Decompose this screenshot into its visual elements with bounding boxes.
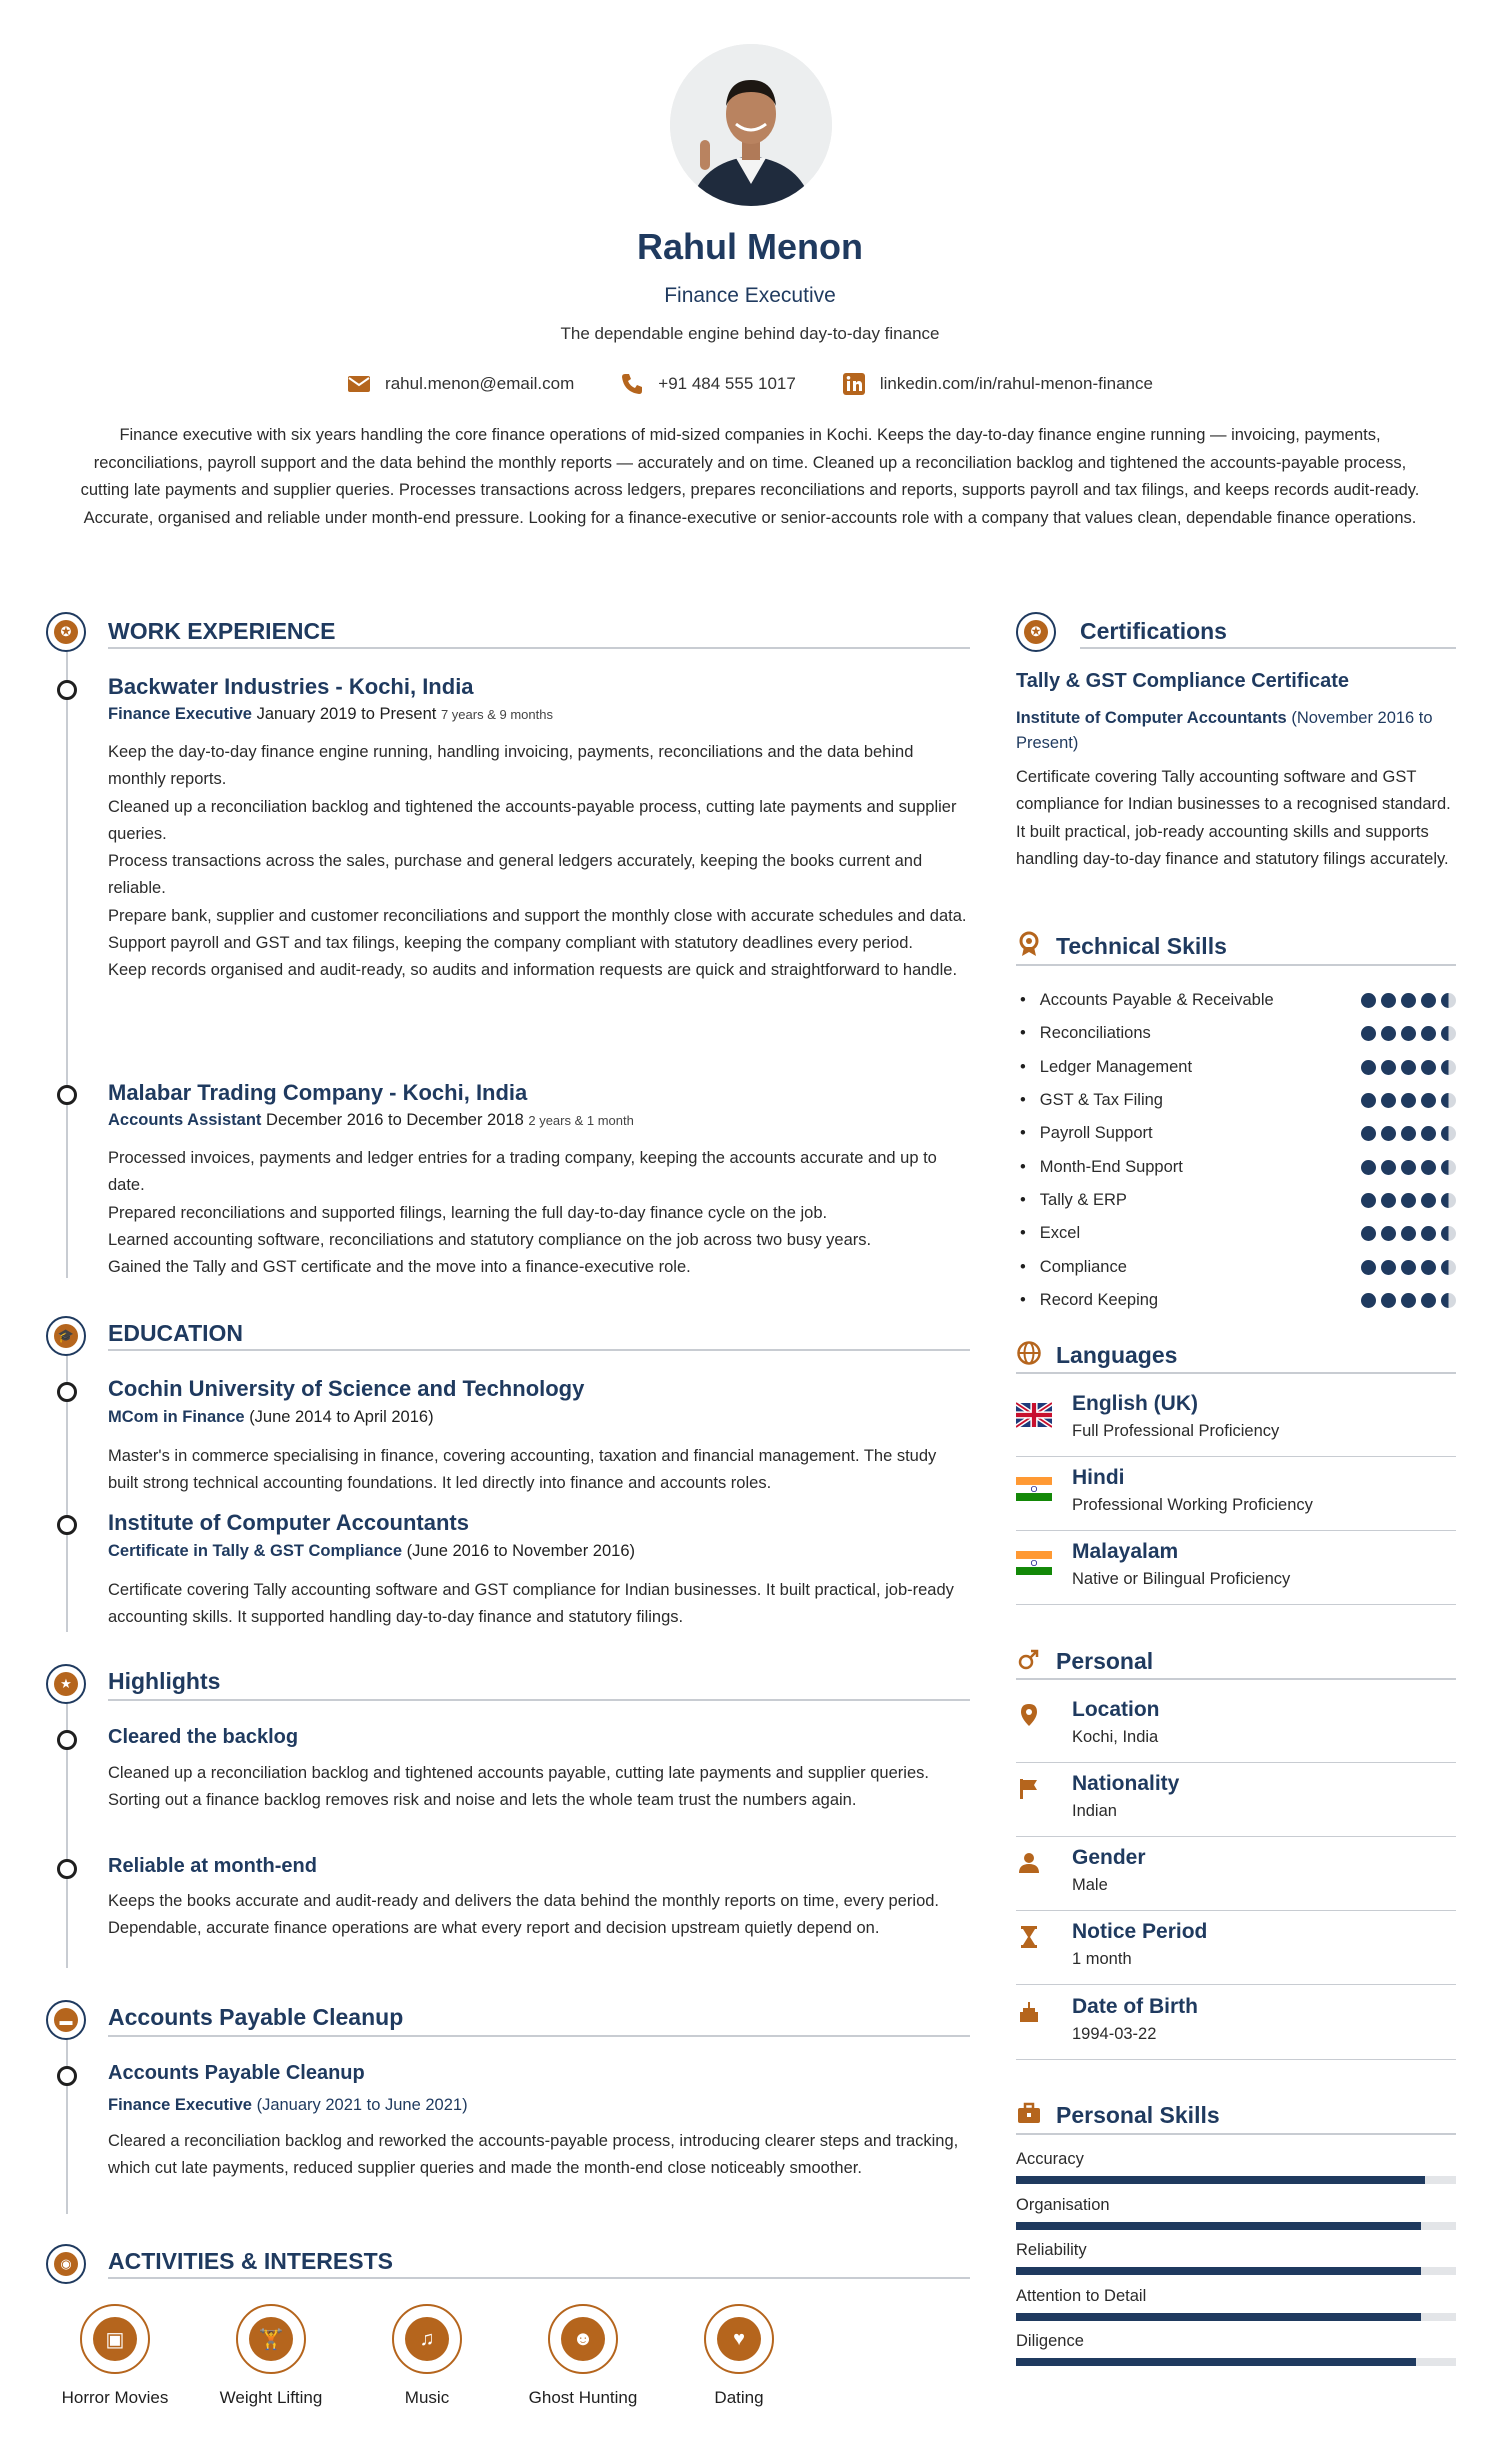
personal-value: 1 month [1072,1950,1132,1968]
rating-dot [1381,1160,1396,1175]
activity-label: Ghost Hunting [528,2388,638,2407]
technical-skill-label: • Tally & ERP [1020,1191,1127,1210]
personal-value: Kochi, India [1072,1728,1159,1746]
globe-icon [1016,1340,1042,1366]
movie-icon: ▣ [93,2317,137,2361]
personal-divider [1016,1836,1456,1837]
rating-dot [1441,1160,1456,1175]
rating-dot [1401,1160,1416,1175]
project-section-icon [46,2000,86,2040]
cert-org: Institute of Computer Accountants [1016,709,1287,727]
rating-dot [1381,1060,1396,1075]
personal-label: Nationality [1072,1772,1180,1795]
personal-divider [1016,1984,1456,1985]
project-dates: (January 2021 to June 2021) [256,2096,468,2114]
cake-icon [1016,1999,1042,2025]
ghost-icon: ☻ [561,2317,605,2361]
timeline-line [66,650,68,1278]
work-heading: WORK EXPERIENCE [108,618,336,644]
india-flag [1016,1476,1052,1502]
activity-badge [548,2304,618,2374]
languages-heading: Languages [1056,1342,1178,1368]
timeline-line [66,2038,68,2214]
personal-value: 1994-03-22 [1072,2025,1157,2043]
personal-skill-label: Diligence [1016,2332,1084,2350]
language-divider [1016,1530,1456,1531]
personal-skill-label: Accuracy [1016,2150,1084,2168]
rating-dot [1401,1226,1416,1241]
rating-dot [1421,1226,1436,1241]
highlight-2-desc: Keeps the books accurate and audit-ready and delivers the data behind the monthly reports on time, every period. Dependable, accurate finance operations are what every report and decision upstream quietly depend on. [108,1892,940,1938]
edu-2-degree: Certificate in Tally & GST Compliance [108,1542,403,1560]
personal-rule [1016,1678,1456,1680]
skill-rating [1361,993,1456,1008]
personal-divider [1016,2059,1456,2060]
project-title: Accounts Payable Cleanup [108,2062,365,2084]
rating-dot [1381,1126,1396,1141]
email-contact[interactable] [347,372,574,396]
rating-dot [1421,1026,1436,1041]
language-name: Hindi [1072,1466,1125,1489]
job-1-title: Backwater Industries - Kochi, India [108,674,474,699]
job-1-dot [57,680,77,700]
music-icon: ♫ [405,2317,449,2361]
skill-bar-track [1016,2358,1456,2366]
skill-bar-fill [1016,2358,1416,2366]
technical-skill-row [1020,1084,1460,1117]
certifications-heading: Certifications [1080,618,1227,644]
job-1-bullet: Process transactions across the sales, purchase and general ledgers accurately, keeping the books current and reliable. [108,852,923,898]
activities-heading: ACTIVITIES & INTERESTS [108,2248,393,2274]
activity-item [204,2304,338,2408]
language-name: English (UK) [1072,1392,1198,1415]
highlights-rule [108,1699,970,1701]
highlight-2-dot [57,1859,77,1879]
technical-skill-row [1020,1284,1460,1317]
rating-dot [1421,1093,1436,1108]
work-section-icon [46,612,86,652]
skill-bar-track [1016,2267,1456,2275]
rating-dot [1421,1126,1436,1141]
highlight-1-title: Cleared the backlog [108,1726,299,1748]
rating-dot [1361,1260,1376,1275]
skill-rating [1361,1293,1456,1308]
rating-dot [1401,993,1416,1008]
job-2-duration: 2 years & 1 month [528,1113,634,1128]
technical-skill-label: • Month-End Support [1020,1158,1183,1177]
skill-rating [1361,1093,1456,1108]
personal-skills-heading: Personal Skills [1056,2102,1220,2128]
technical-skill-row [1020,1184,1460,1217]
skill-rating [1361,1126,1456,1141]
rating-dot [1401,1126,1416,1141]
rating-dot [1361,1226,1376,1241]
rating-dot [1441,1293,1456,1308]
highlights-heading: Highlights [108,1668,221,1694]
education-section-icon [46,1316,86,1356]
rating-dot [1401,1260,1416,1275]
edu-1-dot [57,1382,77,1402]
job-1-bullet: Support payroll and GST and tax filings, keeping the company compliant with statutory deadlines every period. [108,934,913,953]
linkedin-contact[interactable] [842,372,1153,396]
rating-dot [1441,1226,1456,1241]
personal-skill-row [1016,2196,1456,2242]
edu-2-desc: Certificate covering Tally accounting software and GST compliance for Indian businesses. It built practical, job-ready accounting skills. It supported handling day-to-day finance and statutory filings. [108,1581,954,1627]
activity-badge [80,2304,150,2374]
technical-skill-row [1020,1051,1460,1084]
rating-dot [1421,1060,1436,1075]
job-2-bullet: Processed invoices, payments and ledger entries for a trading company, keeping the accounts accurate and up to date. [108,1149,937,1195]
personal-skills-rule [1016,2133,1456,2135]
rating-dot [1361,1293,1376,1308]
rating-dot [1441,993,1456,1008]
certifications-section-icon [1016,612,1056,652]
activity-label: Dating [714,2388,764,2407]
edu-2-dot [57,1515,77,1535]
dating-icon: ♥ [717,2317,761,2361]
rating-dot [1421,993,1436,1008]
rating-dot [1381,1093,1396,1108]
candidate-name: Rahul Menon [637,226,863,267]
job-2-bullet: Prepared reconciliations and supported filings, learning the full day-to-day finance cycle on the job. [108,1203,828,1222]
certifications-rule [1080,647,1456,649]
phone-text[interactable]: +91 484 555 1017 [658,374,796,393]
phone-contact[interactable] [620,372,796,396]
technical-skill-row [1020,1250,1460,1283]
skill-bar-track [1016,2176,1456,2184]
rating-dot [1441,1093,1456,1108]
star-icon: ★ [54,1672,78,1696]
badge-icon: ✪ [54,620,78,644]
technical-skill-label: • Record Keeping [1020,1291,1158,1310]
technical-skill-label: • Excel [1020,1224,1080,1243]
cert-title: Tally & GST Compliance Certificate [1016,670,1350,692]
technical-skill-label: • Compliance [1020,1258,1127,1277]
edu-1-school: Cochin University of Science and Technology [108,1376,585,1401]
skill-bar-fill [1016,2313,1421,2321]
language-level: Full Professional Proficiency [1072,1422,1280,1440]
project-rule [108,2035,970,2037]
flag-icon [1016,1776,1042,1802]
rating-dot [1381,1226,1396,1241]
edu-1-desc: Master's in commerce specialising in finance, covering accounting, taxation and financial management. The study built strong technical accounting foundations. It led directly into finance and accounts roles. [108,1447,937,1493]
cert-dates: (November 2016 to Present) [1016,709,1433,752]
work-rule [108,647,970,649]
hourglass-icon [1016,1924,1042,1950]
activity-item [360,2304,494,2408]
rating-dot [1401,1026,1416,1041]
job-1-bullet: Cleaned up a reconciliation backlog and tightened the accounts-payable process, cutting late payments and supplier queries. [108,797,957,843]
india-flag [1016,1550,1052,1576]
award-icon [1016,931,1042,957]
technical-skill-label: • Payroll Support [1020,1124,1153,1143]
project-role: Finance Executive [108,2096,252,2114]
technical-skills-heading: Technical Skills [1056,933,1227,959]
activity-item [48,2304,182,2408]
email-icon [347,372,371,396]
activity-label: Horror Movies [61,2388,169,2407]
activities-list [48,2304,806,2408]
skill-rating [1361,1160,1456,1175]
badge-icon: ✪ [1024,620,1048,644]
technical-skill-label: • Ledger Management [1020,1058,1192,1077]
edu-2-meta [108,1542,635,1561]
activity-item [516,2304,650,2408]
rating-dot [1361,1093,1376,1108]
rating-dot [1381,993,1396,1008]
job-1-meta [108,705,553,724]
language-divider [1016,1604,1456,1605]
rating-dot [1401,1193,1416,1208]
job-2-bullets [108,1145,970,1281]
rating-dot [1361,1193,1376,1208]
technical-skills-list [1020,984,1460,1317]
language-name: Malayalam [1072,1540,1179,1563]
education-heading: EDUCATION [108,1320,244,1346]
linkedin-icon [842,372,866,396]
technical-skill-row [1020,1117,1460,1150]
activity-badge [392,2304,462,2374]
rating-dot [1381,1026,1396,1041]
rating-dot [1441,1260,1456,1275]
personal-skill-row [1016,2150,1456,2196]
tagline: The dependable engine behind day-to-day finance [560,324,940,343]
uk-flag [1016,1402,1052,1428]
rating-dot [1381,1193,1396,1208]
technical-skill-label: • GST & Tax Filing [1020,1091,1163,1110]
briefcase-icon [1016,2100,1042,2126]
personal-skill-row [1016,2332,1456,2378]
weightlifting-icon: 🏋 [249,2317,293,2361]
skill-bar-track [1016,2222,1456,2230]
job-2-bullet: Learned accounting software, reconciliations and statutory compliance on the job across two busy years. [108,1230,872,1249]
cert-desc: Certificate covering Tally accounting software and GST compliance for Indian businesses to a recognised standard. It built practical, job-ready accounting skills and supports handling day-to-day finance and statutory filings accurately. [1016,768,1451,868]
personal-divider [1016,1762,1456,1763]
technical-skill-label: • Accounts Payable & Receivable [1020,991,1274,1010]
job-2-dates: December 2016 to December 2018 [266,1111,524,1129]
skill-rating [1361,1193,1456,1208]
activity-label: Weight Lifting [219,2388,323,2407]
contact-bar [0,372,1500,396]
technical-skill-row [1020,1017,1460,1050]
location-pin-icon [1016,1702,1042,1728]
skill-rating [1361,1226,1456,1241]
rating-dot [1401,1293,1416,1308]
job-2-meta [108,1111,634,1130]
skill-bar-fill [1016,2267,1421,2275]
project-desc: Cleared a reconciliation backlog and reworked the accounts-payable process, introducing clearer steps and tracking, which cut late payments, reduced supplier queries and made the month-end close noticeably smoother. [108,2132,959,2178]
phone-icon [620,372,644,396]
personal-skill-label: Reliability [1016,2241,1087,2259]
personal-value: Indian [1072,1802,1117,1820]
personal-label: Date of Birth [1072,1995,1198,2018]
language-level: Native or Bilingual Proficiency [1072,1570,1291,1588]
skill-rating [1361,1026,1456,1041]
job-2-dot [57,1085,77,1105]
rating-dot [1401,1060,1416,1075]
technical-skill-row [1020,984,1460,1017]
languages-rule [1016,1372,1456,1374]
edu-1-dates: (June 2014 to April 2016) [249,1408,434,1426]
personal-label: Gender [1072,1846,1146,1869]
rating-dot [1361,993,1376,1008]
rating-dot [1421,1193,1436,1208]
rating-dot [1381,1293,1396,1308]
male-icon [1016,1646,1042,1672]
highlights-section-icon [46,1664,86,1704]
edu-1-meta [108,1408,434,1427]
job-2-title: Malabar Trading Company - Kochi, India [108,1080,528,1105]
job-1-bullet: Prepare bank, supplier and customer reconciliations and support the monthly close with accurate schedules and data. [108,906,967,925]
graduation-cap-icon: 🎓 [54,1324,78,1348]
edu-2-school: Institute of Computer Accountants [108,1510,469,1535]
skill-bar-fill [1016,2222,1421,2230]
personal-skill-label: Organisation [1016,2195,1110,2214]
skill-bar-fill [1016,2176,1425,2184]
rating-dot [1421,1160,1436,1175]
linkedin-text[interactable]: linkedin.com/in/rahul-menon-finance [879,374,1153,393]
rating-dot [1421,1293,1436,1308]
personal-divider [1016,1910,1456,1911]
personal-skill-label: Attention to Detail [1016,2286,1147,2305]
personal-value: Male [1072,1876,1108,1894]
job-1-bullet: Keep the day-to-day finance engine running, handling invoicing, payments, reconciliations and the data behind monthly reports. [108,743,914,789]
project-dot [57,2066,77,2086]
rating-dot [1441,1193,1456,1208]
activity-label: Music [404,2388,450,2407]
skill-rating [1361,1260,1456,1275]
personal-skill-row [1016,2241,1456,2287]
activities-section-icon [46,2244,86,2284]
job-2-bullet: Gained the Tally and GST certificate and the move into a finance-executive role. [108,1258,691,1277]
activity-item [672,2304,806,2408]
technical-skill-label: • Reconciliations [1020,1024,1151,1043]
job-1-duration: 7 years & 9 months [440,707,553,722]
profile-photo [670,44,832,206]
personal-skills-list [1016,2150,1456,2378]
language-level: Professional Working Proficiency [1072,1496,1313,1514]
person-icon [1016,1850,1042,1876]
job-1-dates: January 2019 to Present [256,705,437,723]
highlight-1-dot [57,1730,77,1750]
skill-rating [1361,1060,1456,1075]
technical-skill-row [1020,1150,1460,1183]
personal-label: Notice Period [1072,1920,1208,1943]
rating-dot [1361,1060,1376,1075]
technical-skill-row [1020,1217,1460,1250]
rating-dot [1421,1260,1436,1275]
skill-bar-track [1016,2313,1456,2321]
project-meta [108,2096,468,2115]
rating-dot [1401,1093,1416,1108]
personal-heading: Personal [1056,1648,1154,1674]
rating-dot [1361,1026,1376,1041]
personal-skill-row [1016,2287,1456,2333]
highlight-2-title: Reliable at month-end [108,1855,317,1877]
activity-badge [704,2304,774,2374]
palette-icon: ◉ [54,2252,78,2276]
rating-dot [1361,1160,1376,1175]
job-1-role: Finance Executive [108,705,252,723]
rating-dot [1441,1126,1456,1141]
rating-dot [1381,1260,1396,1275]
job-title: Finance Executive [664,284,836,307]
rating-dot [1361,1126,1376,1141]
edu-2-dates: (June 2016 to November 2016) [406,1542,635,1560]
job-1-bullets [108,739,970,985]
edu-1-degree: MCom in Finance [108,1408,245,1426]
education-rule [108,1349,970,1351]
rating-dot [1441,1026,1456,1041]
email-text[interactable]: rahul.menon@email.com [385,374,575,393]
personal-label: Location [1072,1698,1160,1721]
folder-icon: ▬ [54,2008,78,2032]
technical-skills-rule [1016,964,1456,966]
cert-meta [1016,706,1456,756]
project-heading: Accounts Payable Cleanup [108,2004,404,2030]
profile-summary: Finance executive with six years handling the core finance operations of mid-sized companies in Kochi. Keeps the day-to-day finance engine running — invoicing, payments, reconciliations, payroll support and the data behind the monthly reports — accurately and on time. Cleaned up a reconciliation backlog and tightened the accounts-payable process, cutting late payments and supplier queries. Processes transactions across ledgers, prepares reconciliations and reports, supports payroll and tax filings, and keeps records audit-ready. Accurate, organised and reliable under month-end pressure. Looking for a finance-executive or senior-accounts role with a company that values clean, dependable finance operations. [80,426,1420,527]
job-2-role: Accounts Assistant [108,1111,262,1129]
activity-badge [236,2304,306,2374]
rating-dot [1441,1060,1456,1075]
language-divider [1016,1456,1456,1457]
highlight-1-desc: Cleaned up a reconciliation backlog and tightened accounts payable, cutting late payments and supplier queries. Sorting out a finance backlog removes risk and noise and lets the whole team trust the numbers again. [108,1764,929,1810]
job-1-bullet: Keep records organised and audit-ready, so audits and information requests are quick and straightforward to handle. [108,961,958,980]
activities-rule [108,2277,970,2279]
